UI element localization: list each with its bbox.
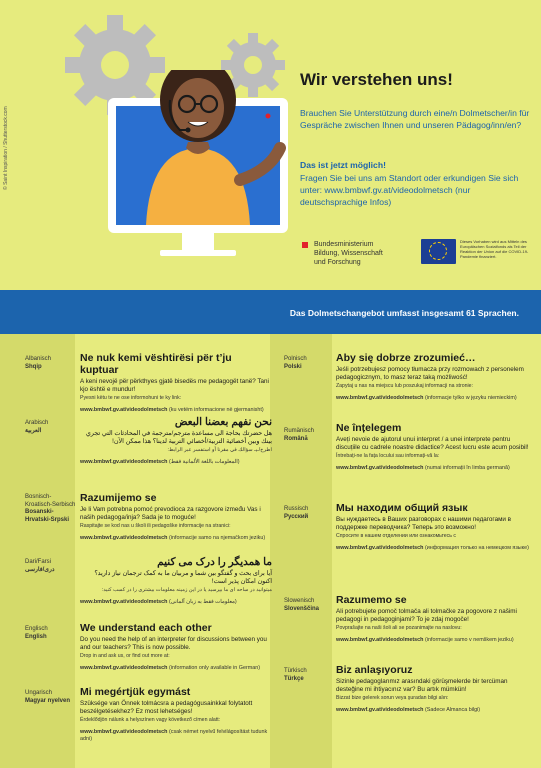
entry-dari: ما همدیگر را درک می کنیم آیا برای بحث و گفتگو بین شما و مربیان ما به کمک ترجمان نیاز دارید؟ اکنون امکان پذیر است! میتوانید در ساحه ای ما بپرسید یا در این زمینه معلومات بیشتری را در کسب کنید: www.bmbwf.gv.at/videodolmetsch (معلومات فقط به زبان آلمانی) [80,556,272,605]
lang-label-bks: Bosnisch-Kroatisch-Serbisch Bosanski-Hrvatski-Srpski [25,494,76,523]
page-title: Wir verstehen uns! [300,70,453,89]
eu-funding-note: Dieses Vorhaben wird aus Mitteln des Europäischen Sozialfonds als Teil der Reaktion der Union auf die COVID-19-Pandemie finanziert. [460,239,529,259]
monitor-illustration [90,70,310,270]
languages-count-text: Das Dolmetschangebot umfasst insgesamt 61 Sprachen. [289,308,519,318]
photo-credit: © Saint Inspiration / Shutterstock.com [3,106,9,190]
lang-label-english: Englisch English [25,626,48,640]
link-russian[interactable]: www.bmbwf.gv.at/videodolmetsch [336,545,424,551]
lang-label-turkish: Türkisch Türkçe [284,668,307,682]
entry-polish: Aby się dobrze zrozumieć… Jeśli potrzebujesz pomocy tłumacza przy rozmowach z personelem pedagogicznym, to masz teraz taką możliwość! Zapytaj u nas na miejscu lub poszukaj informacji na stronie: www.bmbwf.gv.at/videodolmetsch (informacje tylko w języku niemieckim) [336,352,524,401]
link-dari[interactable]: www.bmbwf.gv.at/videodolmetsch [80,599,168,605]
intro-text: Brauchen Sie Unterstützung durch eine/n Dolmetscher/in für Gespräche zwischen Ihnen und unseren Pädagog/inn/en? [300,108,530,130]
link-hungarian[interactable]: www.bmbwf.gv.at/videodolmetsch [80,729,168,735]
entry-bks: Razumijemo se Je li Vam potrebna pomoć prevodioca za razgovore između Vas i naših pedagoga/inja? Sada je to moguće! Raspitajte se kod nas u školi ili pedagoške informacije na stranici: www.bmbwf.gv.at/videodolmetsch (informacije samo na njemačkom jeziku) [80,492,266,541]
entry-slovenian: Razumemo se Ali potrebujete pomoč tolmača ali tolmačke za pogovore z našimi pedagogi in pedagoginjami? To je zdaj mogoče! Povprašajte na naši šoli ali se pozanimajte na naslovu: www.bmbwf.gv.at/videodolmetsch (informacije samo v nemškem jeziku) [336,594,517,643]
language-listing [0,334,541,768]
info-text: Fragen Sie bei uns am Standort oder erkundigen Sie sich unter: www.bmbwf.gv.at/videodolmetsch (nur deutschsprachige Infos) [300,173,519,207]
lang-label-albanian: Albanisch Shqip [25,356,52,370]
ministry-logo: Bundesministerium Bildung, Wissenschaft und Forschung [302,240,383,267]
lang-label-polish: Polnisch Polski [284,356,307,370]
entry-russian: Мы находим общий язык Вы нуждаетесь в Ваших разговорах с нашими педагогами в поддержке переводчика? Теперь это возможно! Спросите в нашем отделении или ознакомьтесь с www.bmbwf.gv.at/videodolmetsch (информация только на немецком языке) [336,502,529,551]
link-romanian[interactable]: www.bmbwf.gv.at/videodolmetsch [336,465,424,471]
lang-label-russian: Russisch Русский [284,506,309,520]
entry-hungarian: Mi megértjük egymást Szüksége van Önnek tolmácsra a pedagógusainkkal folytatott beszélgetésekhez? Ez most lehetséges! Érdeklődjön nálunk a helyszínen vagy következő címen alatt: www.bmbwf.gv.at/videodolmetsch (csak német nyelvű felvilágosítást tudunk adni) [80,686,268,742]
link-bks[interactable]: www.bmbwf.gv.at/videodolmetsch [80,535,168,541]
lang-label-hungarian: Ungarisch Magyar nyelven [25,690,71,704]
entry-albanian: Ne nuk kemi vështirësi për t’ju kuptuar A keni nevojë për përkthyes gjatë bisedës me pedagogët tanë? Tani kjo është e mundur! Pyesni këtu te ne ose informohuni te ky link: www.bmbwf.gv.at/videodolmetsch (ku vetëm informacione në gjermanisht) [80,352,269,413]
link-slovenian[interactable]: www.bmbwf.gv.at/videodolmetsch [336,637,424,643]
entry-turkish: Biz anlaşıyoruz Sizinle pedagoglarımız arasındaki görüşmelerde bir tercüman desteğine mi ihtiyacınız var? Bu artık mümkün! Bizzat bize gelerek sorun veya şuradan bilgi alın: www.bmbwf.gv.at/videodolmetsch (Sadece Almanca bilgi) [336,664,508,713]
entry-english: We understand each other Do you need the help of an interpreter for discussions between you and our teachers? This is now possible. Drop in and ask us, or find out more at: www.bmbwf.gv.at/videodolmetsch (information only available in German) [80,622,267,671]
link-polish[interactable]: www.bmbwf.gv.at/videodolmetsch [336,395,424,401]
lang-label-arabic: Arabisch العربية [25,420,49,434]
link-english[interactable]: www.bmbwf.gv.at/videodolmetsch [80,665,168,671]
eu-flag-icon [421,239,456,264]
entry-romanian: Ne înțelegem Aveți nevoie de ajutorul unui interpret / a unei interprete pentru discuțiile cu cadrele noastre didactice? Acest lucru este acum posibil! Întrebați-ne la fața locului sau informați-vă la: www.bmbwf.gv.at/videodolmetsch (numai informații în limba germană) [336,422,529,471]
entry-arabic: نحن نفهم بعضنا البعض هل حضرتك بحاجة الى مساعدة مترجم/مترجمة في المحادثات التي تجري بينك وبين أخصائية التربية/أخصائي التربية لدينا؟ هذا ممكن الآن! اطرح/ـيـ سؤالك في مقرنا أو استفسر عبر الرابط: www.bmbwf.gv.at/videodolmetsch (المعلومات باللغة الألمانية فقط) [80,416,272,465]
link-arabic[interactable]: www.bmbwf.gv.at/videodolmetsch [80,459,168,465]
subheading: Das ist jetzt möglich! [300,160,386,170]
lang-label-slovenian: Slowenisch Slovenščina [284,598,320,612]
link-turkish[interactable]: www.bmbwf.gv.at/videodolmetsch [336,707,424,713]
austria-flag-icon [302,242,308,248]
lang-label-romanian: Rumänisch Română [284,428,315,442]
lang-label-dari: Dari/Farsi دری/فارسی [25,559,55,573]
link-albanian[interactable]: www.bmbwf.gv.at/videodolmetsch [80,407,168,413]
